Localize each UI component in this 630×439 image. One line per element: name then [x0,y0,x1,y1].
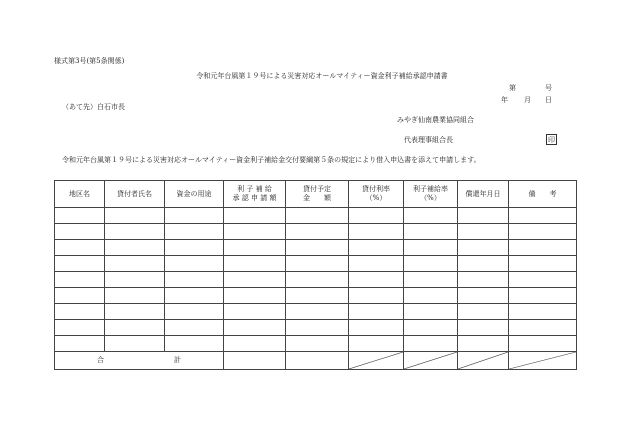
column-header-line: 貸付利率 [362,185,390,193]
total-cell-slashed [404,352,458,370]
table-cell [105,288,165,304]
table-cell [105,272,165,288]
total-cell-slashed [349,352,404,370]
table-cell [349,240,404,256]
table-cell [458,240,509,256]
table-cell [509,288,577,304]
column-header-line: 備 考 [528,189,557,198]
table-row [55,320,577,336]
table-cell [224,288,286,304]
table-cell [286,304,349,320]
table-cell [349,320,404,336]
table-cell [55,320,105,336]
table-cell [286,272,349,288]
table-cell [55,240,105,256]
table-cell [165,224,224,240]
table-cell [404,272,458,288]
organization-name: みやぎ仙南農業協同組合 [397,116,474,124]
diagonal-slash [349,352,403,369]
column-header-line: 地区名 [69,189,90,198]
table-cell [224,256,286,272]
total-label-second: 計 [174,356,181,364]
diagonal-slash [509,352,576,369]
addressee: （あて先）白石市長 [62,103,125,111]
total-label [55,352,224,370]
document-title: 令和元年台風第１９号による災害対応オールマイティー資金利子補給承認申請書 [196,72,448,80]
table-cell [105,240,165,256]
column-header [286,181,349,208]
diagonal-slash [404,352,457,369]
table-cell [224,336,286,352]
table-row [55,304,577,320]
table-cell [349,256,404,272]
table-cell [404,256,458,272]
number-prefix-label: 第 [509,84,516,92]
column-header [165,181,224,208]
table-cell [55,272,105,288]
table-cell [55,256,105,272]
total-row [55,352,577,370]
application-statement: 令和元年台風第１９号による災害対応オールマイティー資金利子補給金交付要綱第５条の規定により借入申込書を添えて申請します。 [62,156,481,164]
column-header-line: 償還年月日 [465,189,501,198]
table-cell [105,224,165,240]
table-row [55,256,577,272]
table-cell [165,304,224,320]
table-cell [165,320,224,336]
table-cell [458,320,509,336]
table-cell [286,208,349,224]
table-row [55,272,577,288]
table-cell [509,256,577,272]
table-cell [286,336,349,352]
total-label-first: 合 [97,356,104,364]
table-cell [165,240,224,256]
form-number: 様式第3号(第5条関係) [54,57,125,65]
table-cell [404,224,458,240]
table-cell [165,208,224,224]
table-cell [224,240,286,256]
column-header [105,181,165,208]
table-cell [458,256,509,272]
table-row [55,208,577,224]
column-header-line: （%） [365,194,387,202]
table-cell [105,208,165,224]
column-header-line: （%） [420,194,441,202]
table-cell [458,304,509,320]
application-table [54,180,577,370]
table-cell [105,256,165,272]
table-cell [509,240,577,256]
table-cell [509,208,577,224]
table-cell [404,320,458,336]
column-header [55,181,105,208]
table-cell [55,208,105,224]
table-cell [509,304,577,320]
month-label: 月 [524,96,531,104]
table-cell [458,336,509,352]
table-cell [349,304,404,320]
table-cell [55,304,105,320]
table-cell [458,224,509,240]
column-header-line: 貸付者氏名 [117,189,152,198]
table-row [55,288,577,304]
column-header-line: 貸付予定 [303,185,331,193]
column-header [224,181,286,208]
table-cell [55,224,105,240]
total-cell [224,352,286,370]
column-header [458,181,509,208]
table-cell [404,288,458,304]
table-cell [404,304,458,320]
table-cell [509,272,577,288]
column-header-line: 資金の用途 [176,189,212,198]
table-cell [458,272,509,288]
table-row [55,336,577,352]
day-label: 日 [545,96,552,104]
table-cell [286,224,349,240]
table-cell [509,336,577,352]
table-cell [458,208,509,224]
table-cell [509,224,577,240]
total-cell-slashed [509,352,577,370]
table-row [55,224,577,240]
column-header-line: 利 子 補 給 [237,185,272,193]
table-cell [105,304,165,320]
column-header-line: 承 認 申 請 額 [232,194,277,202]
table-header-row [55,181,577,208]
table-cell [165,272,224,288]
table-cell [349,272,404,288]
diagonal-slash [458,352,508,369]
table-cell [458,288,509,304]
table-cell [55,336,105,352]
year-label: 年 [501,96,508,104]
table-cell [165,288,224,304]
table-cell [349,336,404,352]
table-cell [224,304,286,320]
table-cell [509,320,577,336]
table-row [55,240,577,256]
seal-box: 印 [548,136,555,144]
table-cell [224,320,286,336]
representative-title: 代表理事組合長 [404,136,453,144]
table-cell [349,208,404,224]
column-header [509,181,577,208]
table-cell [165,336,224,352]
table-cell [105,320,165,336]
table-cell [404,336,458,352]
total-cell-slashed [458,352,509,370]
table-cell [55,288,105,304]
table-cell [165,256,224,272]
table-cell [224,208,286,224]
table-cell [286,240,349,256]
table-cell [349,288,404,304]
column-header-line: 金 額 [303,194,331,202]
number-suffix-label: 号 [545,84,552,92]
total-cell [286,352,349,370]
table-cell [349,224,404,240]
column-header [404,181,458,208]
table-cell [404,240,458,256]
column-header [349,181,404,208]
table-cell [105,336,165,352]
column-header-line: 利子補給率 [413,185,448,193]
table-cell [286,288,349,304]
table-cell [404,208,458,224]
table-cell [224,224,286,240]
table-cell [224,272,286,288]
table-cell [286,256,349,272]
table-cell [286,320,349,336]
